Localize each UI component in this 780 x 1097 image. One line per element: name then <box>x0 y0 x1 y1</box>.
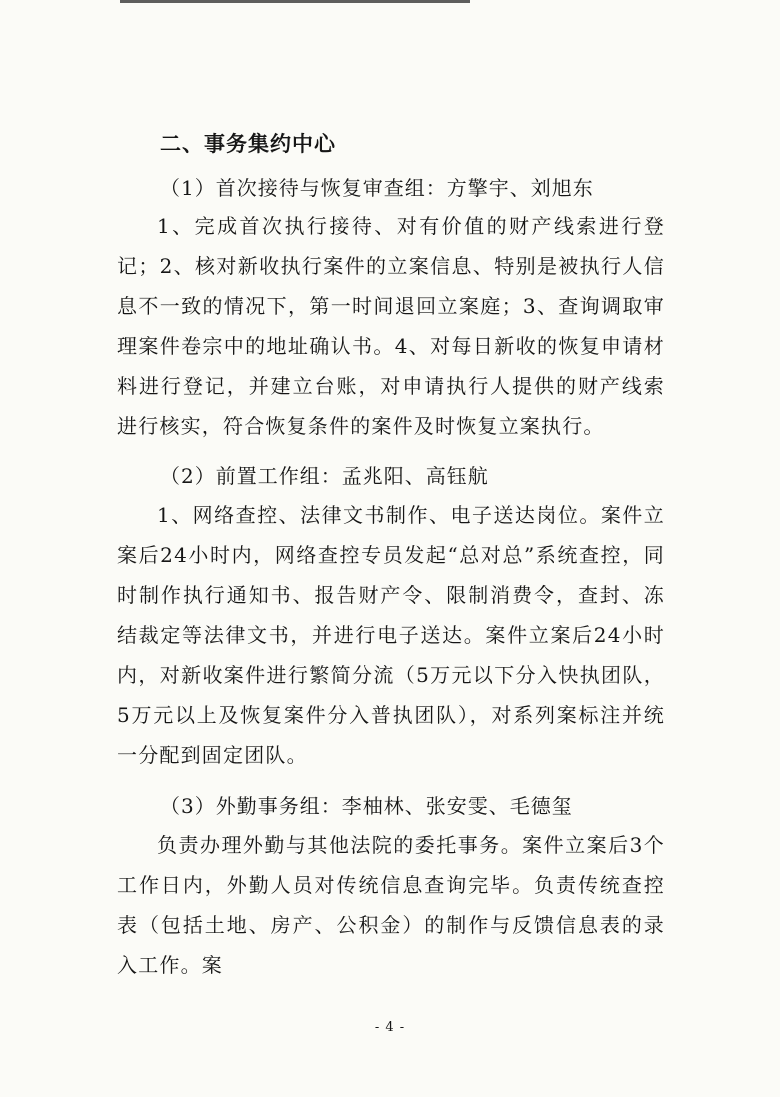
group-3-body: 负责办理外勤与其他法院的委托事务。案件立案后3个工作日内，外勤人员对传统信息查询完毕。负责传统查控表（包括土地、房产、公积金）的制作与反馈信息表的录入工作。案 <box>117 833 665 977</box>
group-2-body: 1、网络查控、法律文书制作、电子送达岗位。案件立案后24小时内，网络查控专员发起“总对总”系统查控，同时制作执行通知书、报告财产令、限制消费令，查封、冻结裁定等法律文书，并进行电子送达。案件立案后24小时内，对新收案件进行繁简分流（5万元以下分入快执团队，5万元以上及恢复案件分入普执团队），对系列案标注并统一分配到固定团队。 <box>117 503 665 767</box>
section-heading: 二、事务集约中心 <box>160 132 336 156</box>
page-number: - 4 - <box>374 1020 406 1035</box>
group-1-title: （1）首次接待与恢复审查组：方擎宇、刘旭东 <box>160 176 594 200</box>
group-3-title: （3）外勤事务组：李柚林、张安雯、毛德玺 <box>160 794 573 818</box>
group-1-body: 1、完成首次执行接待、对有价值的财产线索进行登记；2、核对新收执行案件的立案信息、特别是被执行人信息不一致的情况下，第一时间退回立案庭；3、查询调取审理案件卷宗中的地址确认书。4、对每日新收的恢复申请材料进行登记，并建立台账，对申请执行人提供的财产线索进行核实，符合恢复条件的案件及时恢复立案执行。 <box>117 214 665 438</box>
group-2-title: （2）前置工作组：孟兆阳、高钰航 <box>160 464 489 488</box>
